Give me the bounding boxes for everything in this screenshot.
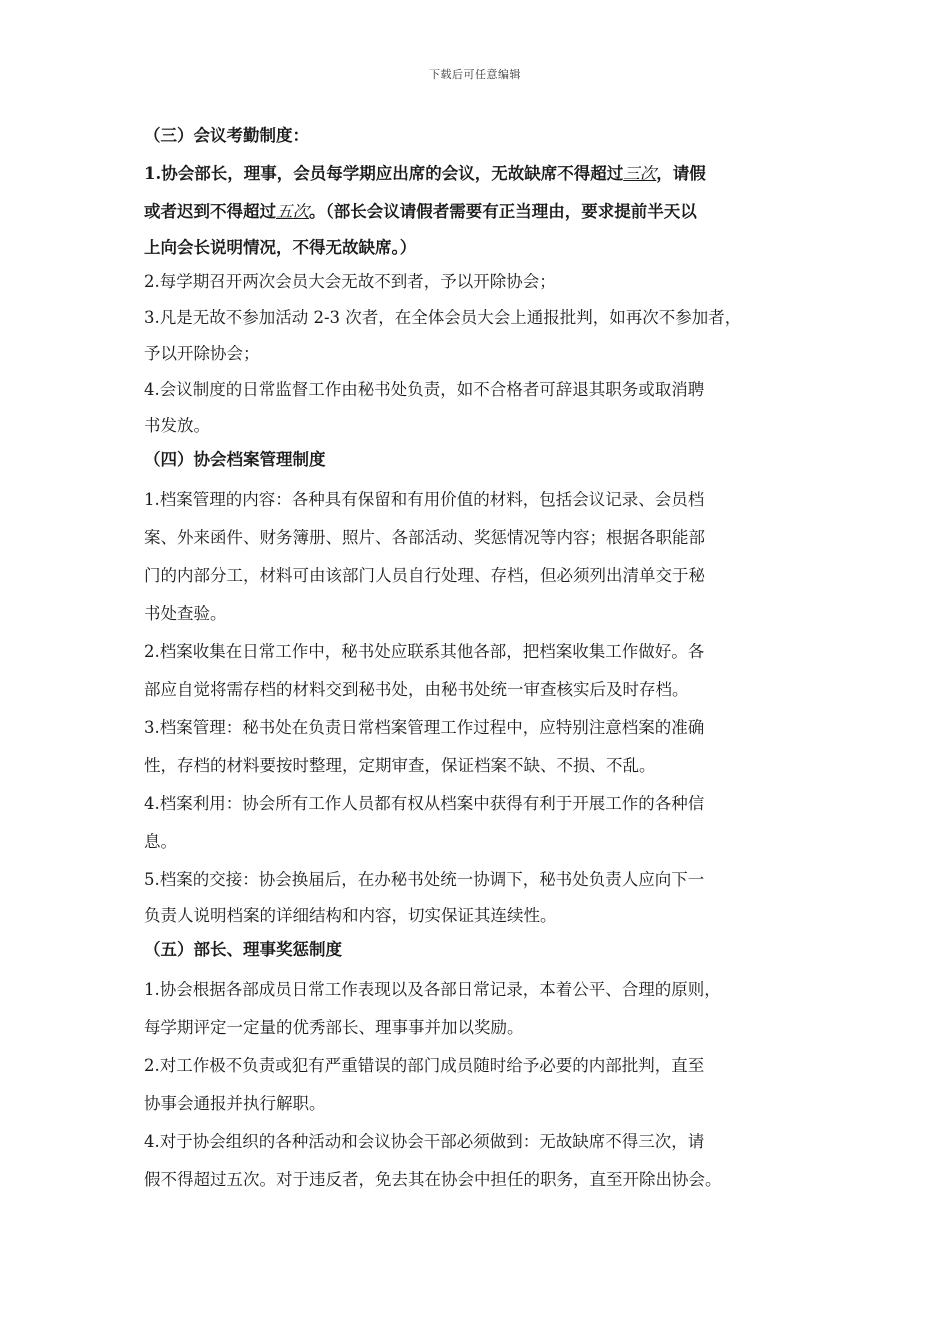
section-4-item-1-line-1: 1.档案管理的内容：各种具有保留和有用价值的材料，包括会议记录、会员档	[144, 490, 705, 509]
section-3-item-1-line-2	[144, 193, 812, 231]
section-3-title: （三）会议考勤制度：	[144, 126, 309, 145]
section-4-title: （四）协会档案管理制度	[144, 450, 326, 469]
text-segment: ，请假	[656, 164, 706, 183]
section-4-item-1-line-4: 书处查验。	[144, 604, 227, 623]
section-4-item-1-line-3: 门的内部分工，材料可由该部门人员自行处理、存档，但必须列出清单交于秘	[144, 566, 705, 585]
page-header: 下载后可任意编辑	[429, 68, 521, 81]
section-4-item-4-line-2: 息。	[144, 832, 177, 851]
section-4-item-2-line-2: 部应自觉将需存档的材料交到秘书处，由秘书处统一审查核实后及时存档。	[144, 680, 689, 699]
section-5-item-2-line-2: 协事会通报并执行解职。	[144, 1094, 326, 1113]
section-5-item-4-line-2: 假不得超过五次。对于违反者，免去其在协会中担任的职务，直至开除出协会。	[144, 1170, 722, 1189]
section-5-item-4-line-1: 4.对于协会组织的各种活动和会议协会干部必须做到：无故缺席不得三次，请	[144, 1132, 705, 1151]
section-3-item-4-line-1: 4.会议制度的日常监督工作由秘书处负责，如不合格者可辞退其职务或取消聘	[144, 380, 705, 399]
underlined-count: 五次	[276, 202, 309, 221]
section-3-item-2: 2.每学期召开两次会员大会无故不到者，予以开除协会；	[144, 272, 556, 291]
text-segment: 或者迟到不得超过	[144, 202, 276, 221]
section-4-item-1-line-2: 案、外来函件、财务簿册、照片、各部活动、奖惩情况等内容；根据各职能部	[144, 528, 705, 547]
section-3-item-4-line-2: 书发放。	[144, 416, 210, 435]
section-3-item-3-line-1: 3.凡是无故不参加活动 2-3 次者，在全体会员大会上通报批判，如再次不参加者，	[144, 308, 742, 327]
section-5-title: （五）部长、理事奖惩制度	[144, 940, 342, 959]
section-3-item-1-line-1	[144, 155, 812, 193]
text-segment: 1.协会部长，理事，会员每学期应出席的会议，无故缺席不得超过	[144, 164, 624, 183]
underlined-count: 三次	[623, 164, 657, 183]
section-3-item-1-line-3: 上向会长说明情况，不得无故缺席。）	[144, 238, 417, 257]
section-5-item-2-line-1: 2.对工作极不负责或犯有严重错误的部门成员随时给予必要的内部批判，直至	[144, 1056, 705, 1075]
section-4-item-5-line-2: 负责人说明档案的详细结构和内容，切实保证其连续性。	[144, 906, 557, 925]
section-4-item-3-line-2: 性，存档的材料要按时整理，定期审查，保证档案不缺、不损、不乱。	[144, 756, 656, 775]
section-4-item-5-line-1: 5.档案的交接：协会换届后，在办秘书处统一协调下，秘书处负责人应向下一	[144, 870, 705, 889]
text-segment: 。（部长会议请假者需要有正当理由，要求提前半天以	[309, 202, 697, 221]
section-5-item-1-line-1: 1.协会根据各部成员日常工作表现以及各部日常记录，本着公平、合理的原则，	[144, 980, 721, 999]
document-body	[144, 117, 812, 1199]
section-4-item-4-line-1: 4.档案利用：协会所有工作人员都有权从档案中获得有利于开展工作的各种信	[144, 794, 705, 813]
section-5-item-1-line-2: 每学期评定一定量的优秀部长、理事事并加以奖励。	[144, 1018, 524, 1037]
section-3-item-3-line-2: 予以开除协会；	[144, 344, 260, 363]
section-4-item-3-line-1: 3.档案管理：秘书处在负责日常档案管理工作过程中，应特别注意档案的准确	[144, 718, 705, 737]
section-4-item-2-line-1: 2.档案收集在日常工作中，秘书处应联系其他各部，把档案收集工作做好。各	[144, 642, 705, 661]
